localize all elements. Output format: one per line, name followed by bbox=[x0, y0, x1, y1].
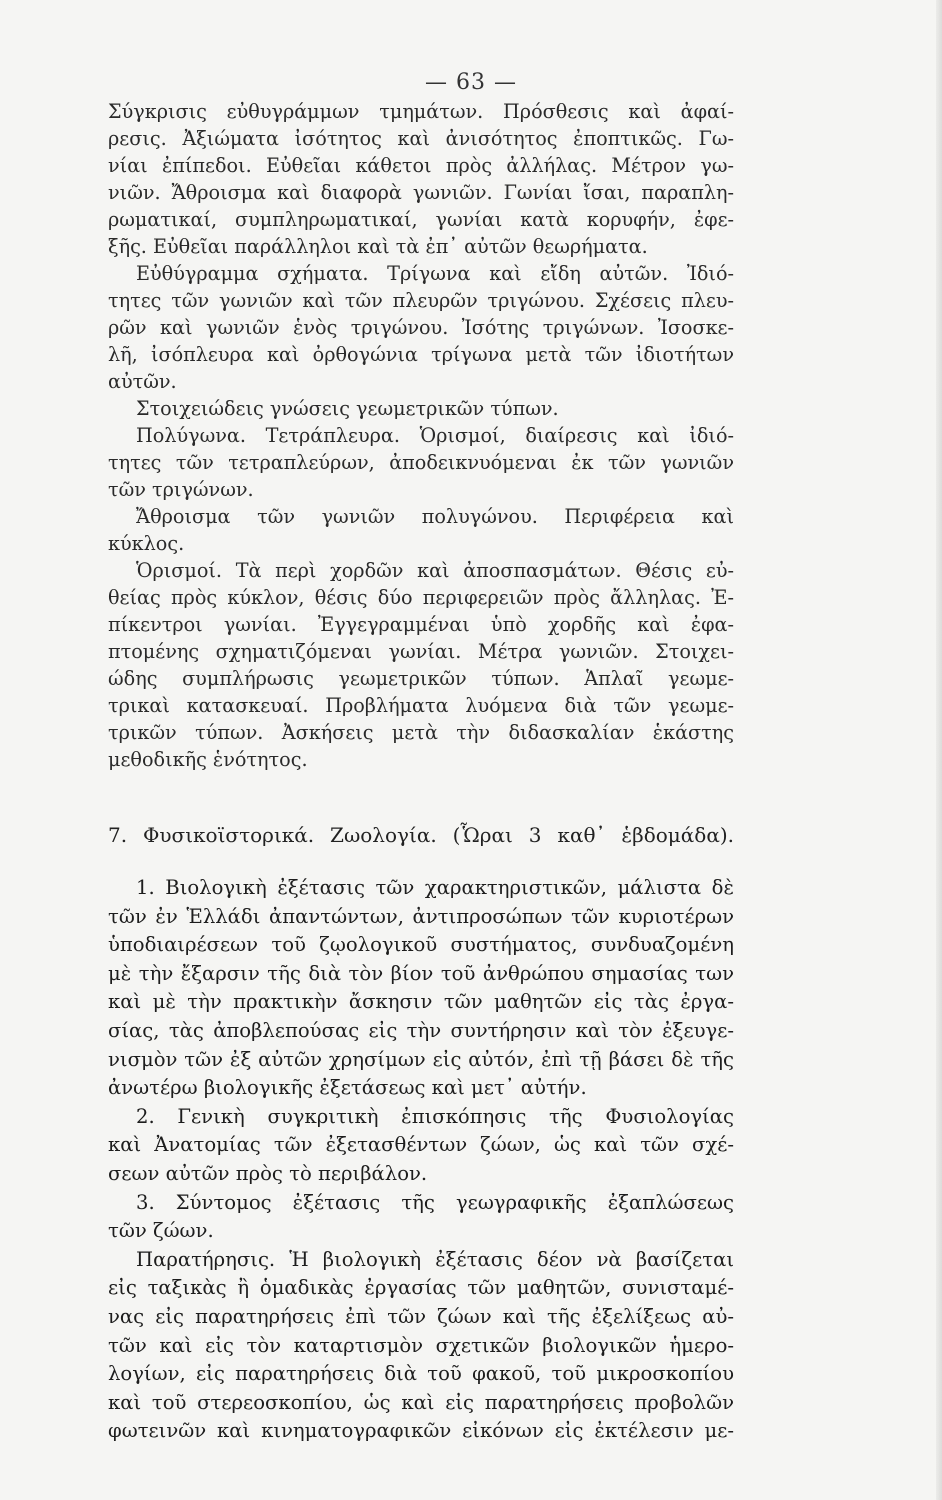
text-line: εἰς ταξικὰς ἢ ὁμαδικὰς ἐργασίας τῶν μαθητῶν, συνισταμέ- bbox=[108, 1276, 734, 1300]
text-line: καὶ μὲ τὴν πρακτικὴν ἄσκησιν τῶν μαθητῶν εἰς τὰς ἐργα- bbox=[108, 990, 734, 1014]
page-edge-shadow bbox=[936, 0, 942, 1500]
text-line: 1. Βιολογικὴ ἐξέτασις τῶν χαρακτηριστικῶν, μάλιστα δὲ bbox=[136, 876, 734, 899]
text-line: τητες τῶν τετραπλεύρων, ἀποδεικνυόμεναι ἐκ τῶν γωνιῶν bbox=[108, 451, 734, 474]
text-line: νας εἰς παρατηρήσεις ἐπὶ τῶν ζώων καὶ τῆς ἐξελίξεως αὐ- bbox=[108, 1304, 734, 1328]
text-line: μεθοδικῆς ἑνότητος. bbox=[108, 748, 308, 771]
text-line: ρωματικαί, συμπληρωματικαί, γωνίαι κατὰ κορυφήν, ἐφε- bbox=[108, 208, 734, 231]
geometry-syllabus-block bbox=[108, 98, 734, 773]
text-line: Ὁρισμοί. Τὰ περὶ χορδῶν καὶ ἀποσπασμάτων. Θέσις εὐ- bbox=[136, 559, 734, 582]
text-line: ρῶν καὶ γωνιῶν ἑνὸς τριγώνου. Ἰσότης τριγώνων. Ἰσοσκε- bbox=[108, 316, 734, 339]
text-line: Στοιχειώδεις γνώσεις γεωμετρικῶν τύπων. bbox=[136, 397, 559, 420]
text-line: ἀνωτέρω βιολογικῆς ἐξετάσεως καὶ μετ᾽ αὐτήν. bbox=[108, 1076, 587, 1100]
text-line: νιῶν. Ἄθροισμα καὶ διαφορὰ γωνιῶν. Γωνίαι ἴσαι, παραπλη- bbox=[108, 181, 734, 204]
text-line: Ἄθροισμα τῶν γωνιῶν πολυγώνου. Περιφέρεια καὶ bbox=[136, 505, 734, 528]
text-line: ρεσις. Ἀξιώματα ἰσότητος καὶ ἀνισότητος ἐποπτικῶς. Γω- bbox=[108, 127, 734, 150]
text-line: νίαι ἐπίπεδοι. Εὐθεῖαι κάθετοι πρὸς ἀλλήλας. Μέτρον γω- bbox=[108, 154, 734, 177]
text-line: πίκεντροι γωνίαι. Ἐγγεγραμμέναι ὑπὸ χορδῆς καὶ ἐφα- bbox=[108, 613, 734, 636]
text-line: ξῆς. Εὐθεῖαι παράλληλοι καὶ τὰ ἐπ᾽ αὐτῶν θεωρήματα. bbox=[108, 235, 648, 258]
text-line: τῶν τριγώνων. bbox=[108, 478, 254, 501]
text-line: Εὐθύγραμμα σχήματα. Τρίγωνα καὶ εἴδη αὐτῶν. Ἰδιό- bbox=[136, 262, 734, 285]
section-heading: 7. Φυσικοϊστορικά. Ζωολογία. (Ὧραι 3 καθ᾽ ἑβδομάδα). bbox=[108, 823, 734, 847]
text-line: πτομένης σχηματιζόμεναι γωνίαι. Μέτρα γωνιῶν. Στοιχει- bbox=[108, 640, 734, 663]
text-line: ὑποδιαιρέσεων τοῦ ζῳολογικοῦ συστήματος, συνδυαζομένη bbox=[108, 933, 734, 957]
text-line: 2. Γενικὴ συγκριτικὴ ἐπισκόπησις τῆς Φυσιολογίας bbox=[136, 1104, 734, 1128]
text-line: νισμὸν τῶν ἐξ αὐτῶν χρησίμων εἰς αὐτόν, ἐπὶ τῇ βάσει δὲ τῆς bbox=[108, 1047, 734, 1071]
text-line: Σύγκρισις εὐθυγράμμων τμημάτων. Πρόσθεσις καὶ ἀφαί- bbox=[108, 100, 734, 123]
text-line: Παρατήρησις. Ἡ βιολογικὴ ἐξέτασις δέον νὰ βασίζεται bbox=[136, 1247, 734, 1271]
text-line: λογίων, εἰς παρατηρήσεις διὰ τοῦ φακοῦ, τοῦ μικροσκοπίου bbox=[108, 1362, 734, 1386]
zoology-syllabus-block bbox=[108, 874, 734, 1446]
text-line: Πολύγωνα. Τετράπλευρα. Ὁρισμοί, διαίρεσις καὶ ἰδιό- bbox=[136, 424, 734, 447]
text-line: αὐτῶν. bbox=[108, 370, 177, 393]
page-number: — 63 — bbox=[425, 70, 517, 95]
text-line: θείας πρὸς κύκλον, θέσις δύο περιφερειῶν πρὸς ἄλληλας. Ἐ- bbox=[108, 586, 734, 609]
text-line: 3. Σύντομος ἐξέτασις τῆς γεωγραφικῆς ἐξαπλώσεως bbox=[136, 1190, 734, 1214]
text-line: τῶν καὶ εἰς τὸν καταρτισμὸν σχετικῶν βιολογικῶν ἡμερο- bbox=[108, 1333, 734, 1357]
text-line: κύκλος. bbox=[108, 532, 185, 555]
text-line: καὶ τοῦ στερεοσκοπίου, ὡς καὶ εἰς παρατηρήσεις προβολῶν bbox=[108, 1390, 734, 1414]
text-line: σεων αὐτῶν πρὸς τὸ περιβάλον. bbox=[108, 1161, 428, 1185]
text-line: τῶν ἐν Ἑλλάδι ἀπαντώντων, ἀντιπροσώπων τῶν κυριοτέρων bbox=[108, 904, 734, 928]
text-line: μὲ τὴν ἔξαρσιν τῆς διὰ τὸν βίον τοῦ ἀνθρώπου σημασίας των bbox=[108, 961, 734, 985]
text-line: λῆ, ἰσόπλευρα καὶ ὀρθογώνια τρίγωνα μετὰ τῶν ἰδιοτήτων bbox=[108, 343, 734, 366]
text-line: τητες τῶν γωνιῶν καὶ τῶν πλευρῶν τριγώνου. Σχέσεις πλευ- bbox=[108, 289, 734, 312]
text-line: ώδης συμπλήρωσις γεωμετρικῶν τύπων. Ἁπλαῖ γεωμε- bbox=[108, 667, 734, 690]
text-line: τρικῶν τύπων. Ἀσκήσεις μετὰ τὴν διδασκαλίαν ἑκάστης bbox=[108, 721, 734, 744]
text-line: τρικαὶ κατασκευαί. Προβλήματα λυόμενα διὰ τῶν γεωμε- bbox=[108, 694, 734, 717]
text-line: τῶν ζώων. bbox=[108, 1219, 214, 1243]
text-line: σίας, τὰς ἀποβλεπούσας εἰς τὴν συντήρησιν καὶ τὸν ἐξευγε- bbox=[108, 1018, 734, 1042]
text-line: φωτεινῶν καὶ κινηματογραφικῶν εἰκόνων εἰς ἐκτέλεσιν με- bbox=[108, 1419, 734, 1443]
text-line: καὶ Ἀνατομίας τῶν ἐξετασθέντων ζώων, ὡς καὶ τῶν σχέ- bbox=[108, 1133, 734, 1157]
